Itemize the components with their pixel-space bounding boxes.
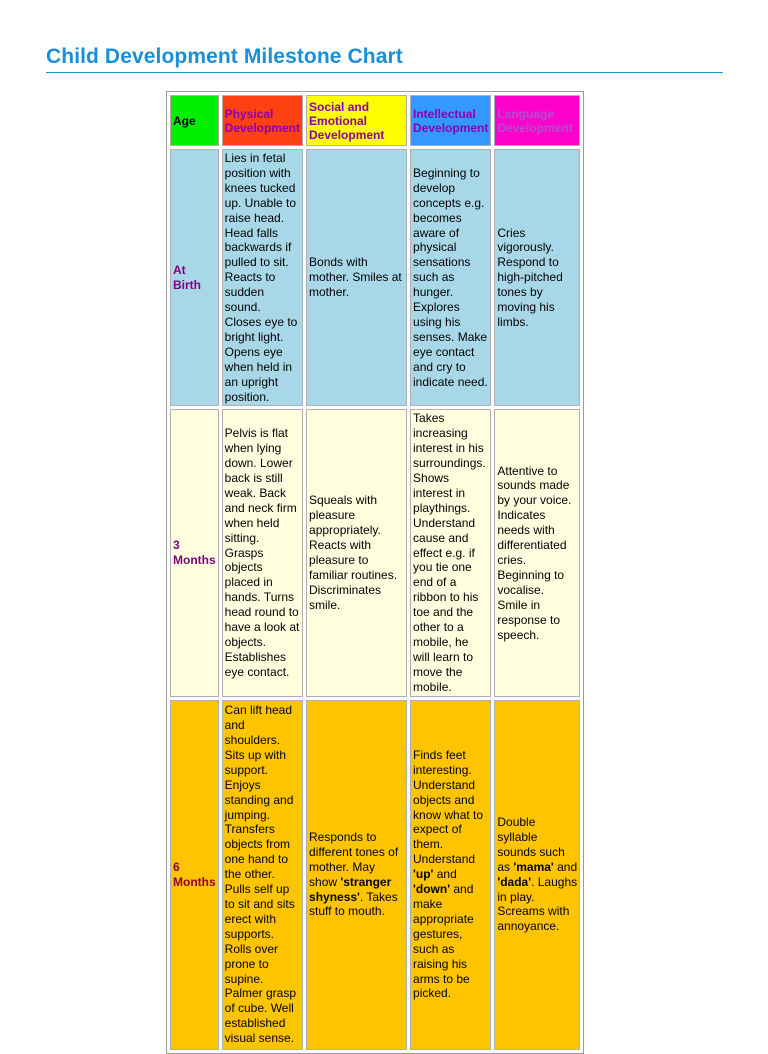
language-cell: Double syllable sounds such as 'mama' and 'dada'. Laughs in play. Screams with annoyance. [494, 700, 580, 1050]
intellectual-cell: Finds feet interesting. Understand objects and know what to expect of them. Understand 'up' and 'down' and make appropriate gestures, such as raising his arms to be picked. [410, 700, 491, 1050]
physical-cell: Pelvis is flat when lying down. Lower back is still weak. Back and neck firm when held sitting. Grasps objects placed in hands. Turns head round to have a look at objects. Establishes eye contact. [222, 409, 303, 696]
header-age: Age [170, 95, 219, 146]
language-cell: Cries vigorously. Respond to high-pitched tones by moving his limbs. [494, 149, 580, 406]
age-cell: 6 Months [170, 700, 219, 1050]
header-physical: Physical Development [222, 95, 303, 146]
page-title: Child Development Milestone Chart [46, 45, 403, 68]
table-row [170, 149, 580, 406]
social-cell: Squeals with pleasure appropriately. Reacts with pleasure to familiar routines. Discriminates smile. [306, 409, 407, 696]
header-language: Language Development [494, 95, 580, 146]
social-cell: Responds to different tones of mother. May show 'stranger shyness'. Takes stuff to mouth. [306, 700, 407, 1050]
header-intellectual: Intellectual Development [410, 95, 491, 146]
physical-cell: Can lift head and shoulders. Sits up with support. Enjoys standing and jumping. Transfers objects from one hand to the other. Pulls self up to sit and sits erect with supports. Rolls over prone to supine. Palmer grasp of cube. Well established visual sense. [222, 700, 303, 1050]
milestone-table [166, 91, 584, 1054]
table-row [170, 409, 580, 696]
title-divider [46, 72, 723, 73]
age-cell: At Birth [170, 149, 219, 406]
intellectual-cell: Beginning to develop concepts e.g. becomes aware of physical sensations such as hunger. Explores using his senses. Make eye contact and cry to indicate need. [410, 149, 491, 406]
table-header-row [170, 95, 580, 146]
table-row [170, 700, 580, 1050]
language-cell: Attentive to sounds made by your voice. Indicates needs with differentiated cries. Beginning to vocalise. Smile in response to speech. [494, 409, 580, 696]
header-social: Social and Emotional Development [306, 95, 407, 146]
age-cell: 3 Months [170, 409, 219, 696]
social-cell: Bonds with mother. Smiles at mother. [306, 149, 407, 406]
intellectual-cell: Takes increasing interest in his surroundings. Shows interest in playthings. Understand cause and effect e.g. if you tie one end of a ribbon to his toe and the other to a mobile, he will learn to move the mobile. [410, 409, 491, 696]
physical-cell: Lies in fetal position with knees tucked up. Unable to raise head. Head falls backwards if pulled to sit. Reacts to sudden sound. Closes eye to bright light. Opens eye when held in an upright position. [222, 149, 303, 406]
